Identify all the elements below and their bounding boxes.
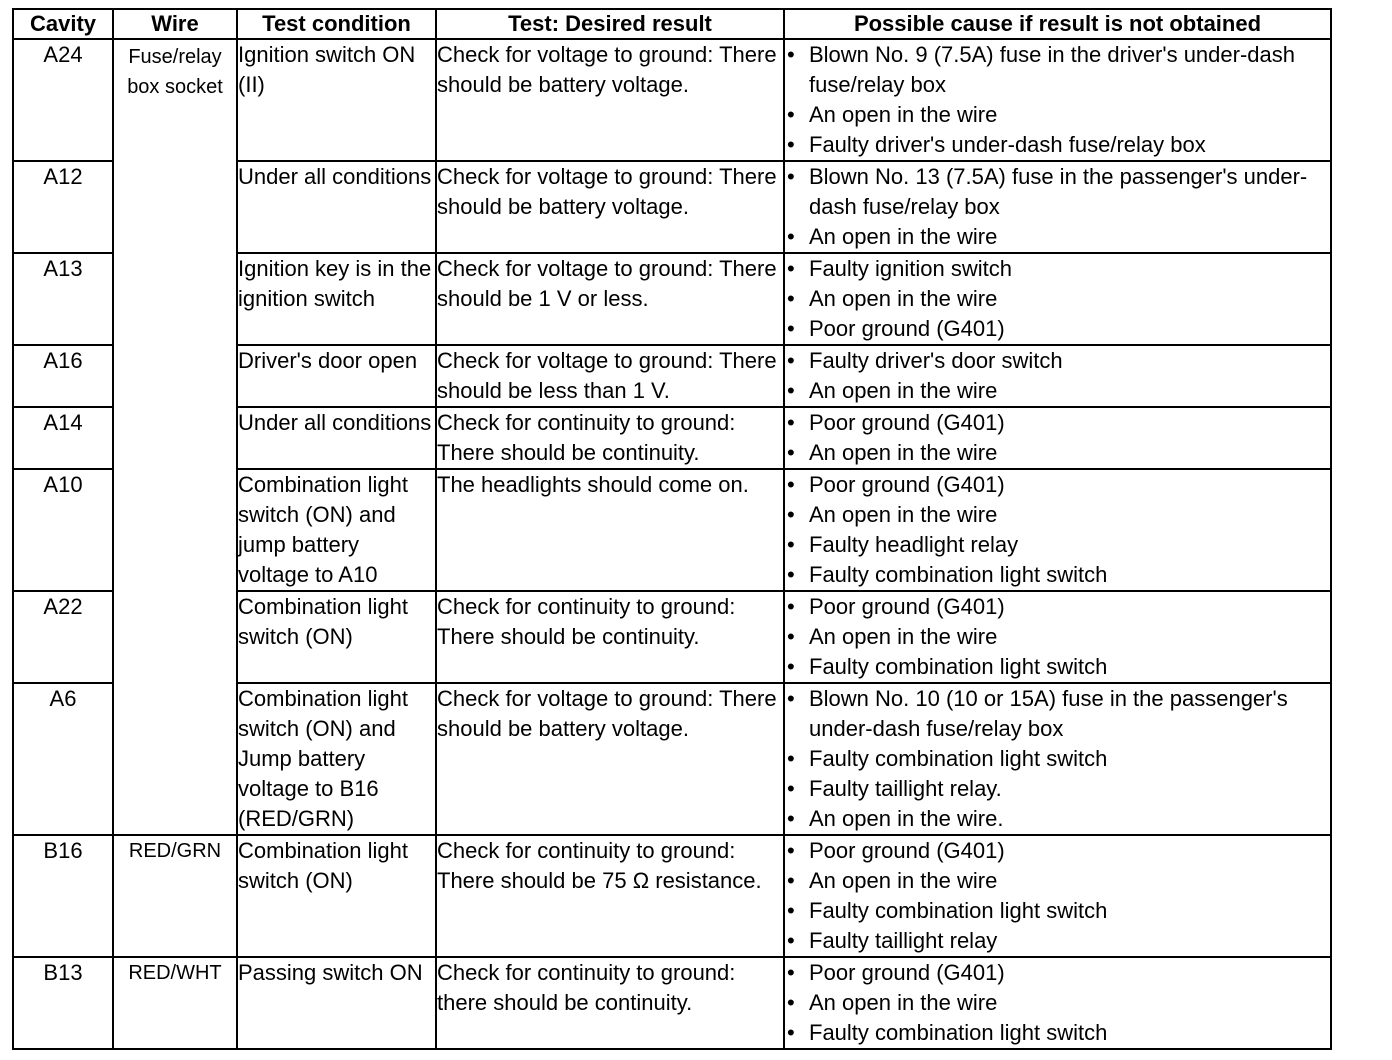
cause-item: • Faulty ignition switch [785,254,1330,284]
cavity-cell: A10 [13,469,113,591]
cause-list [785,162,1330,252]
test-condition-cell: Combination light switch (ON) and jump battery voltage to A10 [237,469,436,591]
test-condition-cell: Driver's door open [237,345,436,407]
desired-result-cell: Check for voltage to ground: There should be battery voltage. [436,683,784,835]
cause-item: • An open in the wire [785,866,1330,896]
table-header [13,9,1331,39]
wire-cell-shared: Fuse/relay box socket [113,39,237,835]
possible-cause-cell [784,345,1331,407]
desired-result-cell: Check for continuity to ground: There should be continuity. [436,407,784,469]
cause-item: • An open in the wire [785,100,1330,130]
possible-cause-cell [784,161,1331,253]
cause-list [785,836,1330,956]
table-row [13,957,1331,1049]
cause-item: • Faulty driver's door switch [785,346,1330,376]
test-condition-cell: Under all conditions [237,161,436,253]
cause-list [785,470,1330,590]
test-condition-cell: Combination light switch (ON) [237,835,436,957]
test-condition-cell: Ignition switch ON (II) [237,39,436,161]
desired-result-cell: Check for continuity to ground: There should be continuity. [436,591,784,683]
cavity-cell: A22 [13,591,113,683]
cause-item: • Poor ground (G401) [785,408,1330,438]
desired-result-cell: Check for voltage to ground: There should be less than 1 V. [436,345,784,407]
cause-item: • An open in the wire [785,376,1330,406]
test-condition-cell: Combination light switch (ON) [237,591,436,683]
cause-item: • An open in the wire [785,222,1330,252]
test-condition-cell: Passing switch ON [237,957,436,1049]
cause-item: • Faulty combination light switch [785,560,1330,590]
header-row [13,9,1331,39]
cavity-cell: A14 [13,407,113,469]
possible-cause-cell [784,957,1331,1049]
cause-item: • An open in the wire [785,284,1330,314]
desired-result-cell: Check for voltage to ground: There should be battery voltage. [436,161,784,253]
cause-list [785,254,1330,344]
possible-cause-cell [784,591,1331,683]
test-condition-cell: Combination light switch (ON) and Jump battery voltage to B16 (RED/GRN) [237,683,436,835]
cause-item: • Poor ground (G401) [785,592,1330,622]
possible-cause-cell [784,407,1331,469]
cause-item: • Faulty headlight relay [785,530,1330,560]
desired-result-cell: The headlights should come on. [436,469,784,591]
desired-result-cell: Check for voltage to ground: There should be battery voltage. [436,39,784,161]
cause-item: • Faulty combination light switch [785,896,1330,926]
cause-item: • Blown No. 13 (7.5A) fuse in the passenger's under-dash fuse/relay box [785,162,1330,222]
diagnostic-table [12,8,1332,1050]
test-condition-cell: Under all conditions [237,407,436,469]
header-possible-cause: Possible cause if result is not obtained [784,9,1331,39]
cause-item: • Poor ground (G401) [785,836,1330,866]
cause-list [785,684,1330,834]
wire-cell: RED/WHT [113,957,237,1049]
cavity-cell: A6 [13,683,113,835]
cause-list [785,346,1330,406]
header-cavity: Cavity [13,9,113,39]
cause-item: • An open in the wire. [785,804,1330,834]
cause-item: • Poor ground (G401) [785,958,1330,988]
header-desired-result: Test: Desired result [436,9,784,39]
cause-list [785,958,1330,1048]
cause-item: • Faulty driver's under-dash fuse/relay box [785,130,1330,160]
cause-item: • Faulty combination light switch [785,744,1330,774]
cavity-cell: A13 [13,253,113,345]
wire-cell: RED/GRN [113,835,237,957]
cavity-cell: A16 [13,345,113,407]
cause-item: • Faulty combination light switch [785,1018,1330,1048]
possible-cause-cell [784,469,1331,591]
test-condition-cell: Ignition key is in the ignition switch [237,253,436,345]
cause-item: • An open in the wire [785,622,1330,652]
cause-item: • Faulty combination light switch [785,652,1330,682]
possible-cause-cell [784,253,1331,345]
header-test-condition: Test condition [237,9,436,39]
cause-item: • Poor ground (G401) [785,470,1330,500]
desired-result-cell: Check for continuity to ground: there should be continuity. [436,957,784,1049]
table-row [13,835,1331,957]
cause-item: • An open in the wire [785,988,1330,1018]
cause-item: • An open in the wire [785,500,1330,530]
possible-cause-cell [784,835,1331,957]
cavity-cell: A24 [13,39,113,161]
cavity-cell: B16 [13,835,113,957]
desired-result-cell: Check for continuity to ground: There should be 75 Ω resistance. [436,835,784,957]
cavity-cell: A12 [13,161,113,253]
cavity-cell: B13 [13,957,113,1049]
table-body [13,39,1331,1049]
header-wire: Wire [113,9,237,39]
cause-list [785,592,1330,682]
cause-item: • Faulty taillight relay. [785,774,1330,804]
cause-item: • Faulty taillight relay [785,926,1330,956]
possible-cause-cell [784,683,1331,835]
possible-cause-cell [784,39,1331,161]
desired-result-cell: Check for voltage to ground: There should be 1 V or less. [436,253,784,345]
cause-item: • Poor ground (G401) [785,314,1330,344]
cause-list [785,408,1330,468]
cause-item: • An open in the wire [785,438,1330,468]
cause-list [785,40,1330,160]
cause-item: • Blown No. 10 (10 or 15A) fuse in the passenger's under-dash fuse/relay box [785,684,1330,744]
cause-item: • Blown No. 9 (7.5A) fuse in the driver's under-dash fuse/relay box [785,40,1330,100]
table-row [13,39,1331,161]
